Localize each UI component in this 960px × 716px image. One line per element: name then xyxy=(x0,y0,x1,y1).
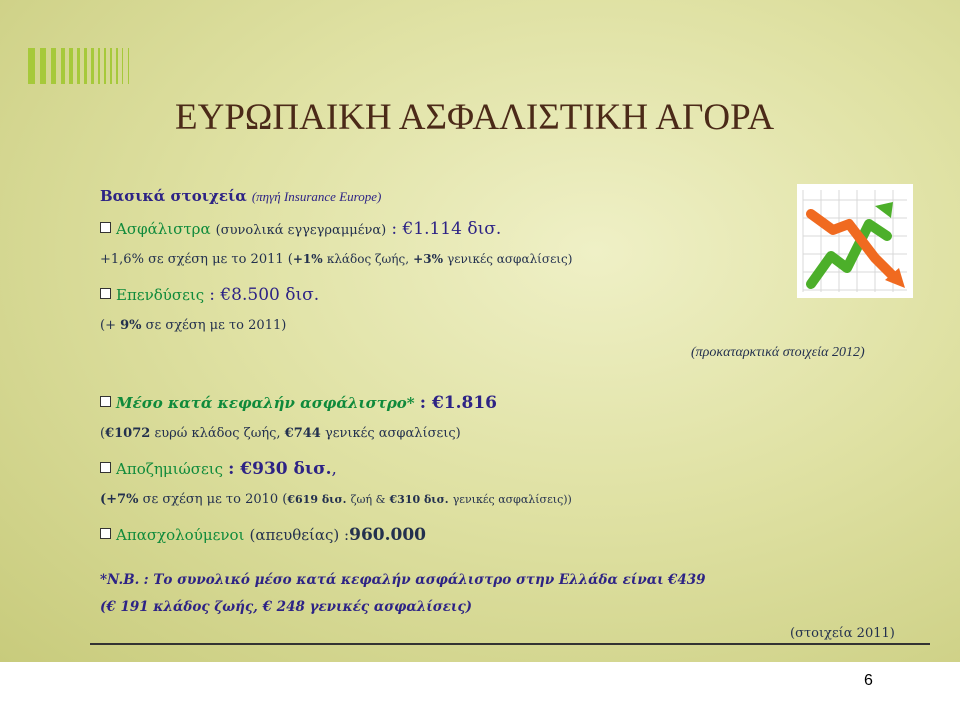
provisional-note: (προκαταρκτικά στοιχεία 2012) xyxy=(691,345,865,360)
investments-label: Επενδύσεις xyxy=(116,286,205,304)
note-life-text: κλάδος ζωής, xyxy=(153,599,258,615)
note-text: : Το συνολικό μέσο κατά κεφαλήν ασφάλιστρο στην Ελλάδα είναι xyxy=(143,572,664,588)
basics-source: (πηγή Insurance Europe) xyxy=(251,189,382,204)
avg-premium-life-text: ευρώ κλάδος ζωής, xyxy=(154,426,281,441)
page-title: ΕΥΡΩΠΑΙΚΗ ΑΣΦΑΛΙΣΤΙΚΗ ΑΓΟΡΑ xyxy=(175,97,775,138)
claims-suffix: , xyxy=(331,459,337,479)
investments-change-line xyxy=(100,318,286,333)
premiums-desc: (συνολικά εγγεγραμμένα) xyxy=(215,223,387,238)
avg-premium-life-value: €1072 xyxy=(105,426,151,441)
premiums-detail-open: ( xyxy=(287,252,293,267)
bottom-divider xyxy=(90,643,930,645)
data-year-note: (στοιχεία 2011) xyxy=(790,626,895,641)
avg-premium-detail-open: ( xyxy=(100,426,106,441)
claims-general-text: γενικές ασφαλίσεις)) xyxy=(452,493,572,506)
avg-premium-line xyxy=(100,393,497,413)
claims-change-pct: (+7% xyxy=(100,492,139,507)
avg-premium-general-text: γενικές ασφαλίσεις) xyxy=(325,426,461,441)
employees-desc: (απευθείας) : xyxy=(249,526,350,544)
employees-value: 960.000 xyxy=(349,525,426,545)
basics-line xyxy=(100,186,381,205)
bullet-square-icon xyxy=(100,288,111,299)
claims-value: : €930 δισ. xyxy=(228,459,332,479)
bullet-square-icon xyxy=(100,396,111,407)
investments-change-text: σε σχέση με το 2011) xyxy=(145,318,287,333)
investments-value: : €8.500 δισ. xyxy=(209,285,320,305)
premiums-general-text: γενικές ασφαλίσεις) xyxy=(447,252,573,266)
footer-bar xyxy=(0,662,960,716)
claims-change-text: σε σχέση με το 2010 ( xyxy=(142,492,288,507)
claims-line xyxy=(100,459,337,479)
claims-detail-line xyxy=(100,492,572,507)
note-value: €439 xyxy=(667,572,706,588)
investments-change-pct: 9% xyxy=(120,318,142,333)
premiums-life-text: κλάδος ζωής, xyxy=(326,252,410,266)
employees-line xyxy=(100,525,426,545)
avg-premium-label: Μέσο κατά κεφαλήν ασφάλιστρο* xyxy=(116,394,415,412)
claims-general-value: €310 δισ. xyxy=(389,493,449,506)
investments-change-open: (+ xyxy=(100,318,116,333)
claims-label: Αποζημιώσεις xyxy=(116,460,223,478)
premiums-line xyxy=(100,219,501,239)
employees-label: Απασχολούμενοι xyxy=(116,526,245,544)
avg-premium-detail-line xyxy=(100,426,461,441)
bullet-square-icon xyxy=(100,462,111,473)
note-detail-open: ( xyxy=(100,599,107,615)
page-number: 6 xyxy=(864,672,873,689)
basics-label: Βασικά στοιχεία xyxy=(100,187,247,205)
premiums-change-text: σε σχέση με το 2011 xyxy=(148,252,284,267)
premiums-label: Ασφάλιστρα xyxy=(116,220,211,238)
bullet-square-icon xyxy=(100,222,111,233)
note-general-text: γενικές ασφαλίσεις) xyxy=(309,599,473,615)
note-marker: *N.B. xyxy=(100,572,140,588)
avg-premium-value: : €1.816 xyxy=(419,393,498,413)
note-detail-line xyxy=(100,599,472,615)
investments-line xyxy=(100,285,319,305)
note-life-value: € 191 xyxy=(106,599,149,615)
note-line xyxy=(100,572,706,588)
claims-life-text: ζωή & xyxy=(350,493,386,506)
bullet-square-icon xyxy=(100,528,111,539)
premiums-change-pct: +1,6% xyxy=(100,252,144,267)
premiums-change-line xyxy=(100,252,572,267)
premiums-life-pct: +1% xyxy=(292,252,323,266)
claims-life-value: €619 δισ. xyxy=(287,493,347,506)
growth-chart-image xyxy=(797,184,913,298)
avg-premium-general-value: €744 xyxy=(284,426,321,441)
premiums-value: : €1.114 δισ. xyxy=(391,219,502,239)
note-general-value: € 248 xyxy=(262,599,305,615)
premiums-general-pct: +3% xyxy=(413,252,443,266)
